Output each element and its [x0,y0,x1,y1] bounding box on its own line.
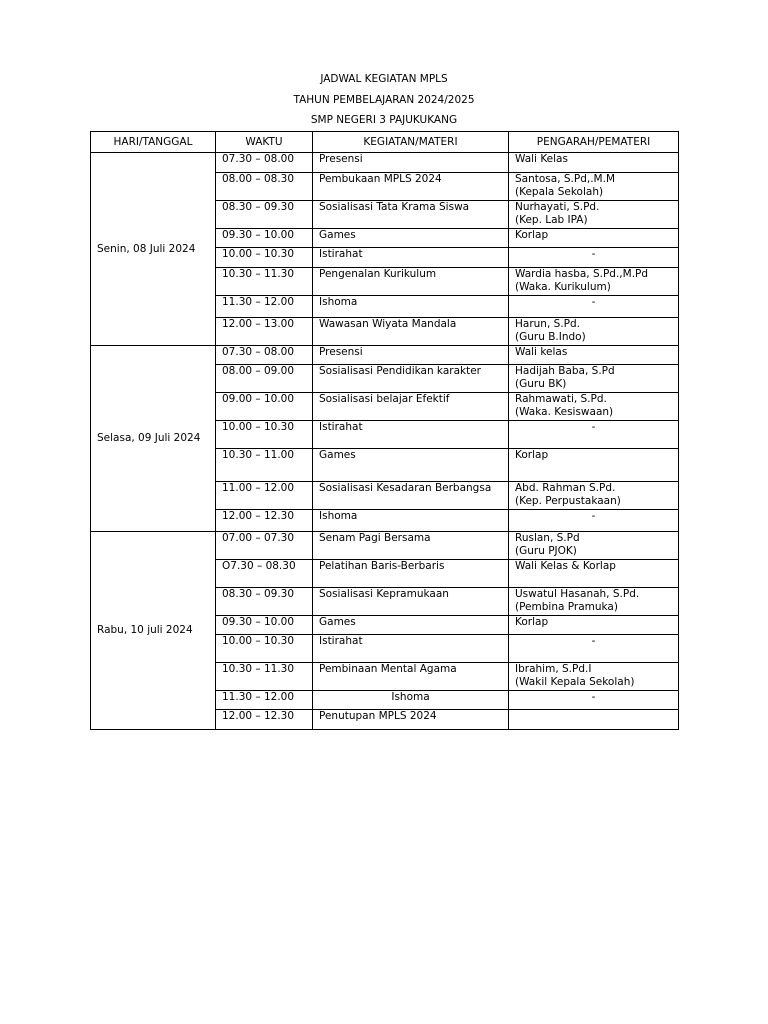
time-cell: 10.00 – 10.30 [216,248,313,268]
speaker-line: - [591,635,596,647]
time-cell: 10.30 – 11.30 [216,268,313,296]
speaker-line: (Kep. Perpustakaan) [515,495,621,507]
activity-cell: Wawasan Wiyata Mandala [313,318,509,346]
time-cell: 07.30 – 08.00 [216,346,313,365]
speaker-line: Korlap [515,449,549,461]
activity-cell: Istirahat [313,421,509,449]
speaker-cell [509,510,679,532]
time-cell: 12.00 – 12.30 [216,510,313,532]
speaker-line: Harun, S.Pd. [515,318,580,330]
activity-cell: Games [313,229,509,248]
time-cell: 08.30 – 09.30 [216,201,313,229]
speaker-line: Abd. Rahman S.Pd. [515,482,616,494]
speaker-line: Santosa, S.Pd,.M.M [515,173,616,185]
speaker-line: (Guru BK) [515,378,567,390]
speaker-line: (Kepala Sekolah) [515,186,604,198]
speaker-cell [509,248,679,268]
speaker-line: Korlap [515,616,549,628]
speaker-cell [509,201,679,229]
speaker-cell [509,616,679,635]
document-title-line-3: SMP NEGERI 3 PAJUKUKANG [310,114,458,126]
speaker-line: (Pembina Pramuka) [515,601,618,613]
speaker-line: (Wakil Kepala Sekolah) [515,676,635,688]
activity-cell: Penutupan MPLS 2024 [313,710,509,730]
header-time: WAKTU [216,132,313,153]
header-activity: KEGIATAN/MATERI [313,132,509,153]
activity-cell: Pengenalan Kurikulum [313,268,509,296]
speaker-line: (Kep. Lab IPA) [515,214,588,226]
activity-cell: Presensi [313,346,509,365]
day-date-cell: Senin, 08 Juli 2024 [91,153,216,346]
speaker-line: - [591,296,596,308]
speaker-cell [509,588,679,616]
speaker-line: Nurhayati, S.Pd. [515,201,600,213]
activity-cell: Sosialisasi Kesadaran Berbangsa [313,482,509,510]
header-speaker: PENGARAH/PEMATERI [509,132,679,153]
speaker-cell [509,393,679,421]
speaker-cell [509,421,679,449]
speaker-cell [509,365,679,393]
time-cell: 11.30 – 12.00 [216,691,313,710]
document-title-line-1: JADWAL KEGIATAN MPLS [320,73,448,85]
time-cell: 10.30 – 11.30 [216,663,313,691]
day-date-cell: Rabu, 10 juli 2024 [91,532,216,730]
speaker-line: Ibrahim, S.Pd.I [515,663,592,675]
day-date-cell: Selasa, 09 Juli 2024 [91,346,216,532]
speaker-line: Wali Kelas & Korlap [515,560,616,572]
speaker-line: Korlap [515,229,549,241]
table-header-row [91,132,679,153]
time-cell: 10.00 – 10.30 [216,421,313,449]
activity-cell: Presensi [313,153,509,173]
speaker-line: Hadijah Baba, S.Pd [515,365,615,377]
speaker-line: - [591,248,596,260]
activity-cell: Sosialisasi Pendidikan karakter [313,365,509,393]
time-cell: 10.30 – 11.00 [216,449,313,482]
speaker-cell [509,153,679,173]
speaker-line: (Waka. Kurikulum) [515,281,611,293]
time-cell: 11.30 – 12.00 [216,296,313,318]
speaker-cell [509,229,679,248]
activity-cell: Sosialisasi Tata Krama Siswa [313,201,509,229]
speaker-cell [509,691,679,710]
speaker-cell [509,635,679,663]
speaker-line: Wali Kelas [515,153,568,165]
speaker-cell [509,449,679,482]
speaker-cell [509,560,679,588]
speaker-line: - [591,510,596,522]
speaker-line: (Guru PJOK) [515,545,577,557]
header-day-date: HARI/TANGGAL [91,132,216,153]
activity-cell: Games [313,616,509,635]
time-cell: 07.30 – 08.00 [216,153,313,173]
time-cell: 09.30 – 10.00 [216,229,313,248]
speaker-line: Rahmawati, S.Pd. [515,393,607,405]
activity-cell: Pembukaan MPLS 2024 [313,173,509,201]
speaker-cell [509,268,679,296]
speaker-line: Uswatul Hasanah, S.Pd. [515,588,640,600]
speaker-line: Wardia hasba, S.Pd.,M.Pd [515,268,649,280]
activity-cell: Senam Pagi Bersama [313,532,509,560]
activity-cell: Games [313,449,509,482]
activity-cell: Ishoma [313,691,509,710]
speaker-cell [509,296,679,318]
speaker-line: Ruslan, S.Pd [515,532,580,544]
time-cell: 08.30 – 09.30 [216,588,313,616]
speaker-line: - [591,691,596,703]
table-row [91,346,679,365]
activity-cell: Ishoma [313,510,509,532]
speaker-cell [509,663,679,691]
speaker-cell [509,710,679,730]
speaker-cell [509,173,679,201]
activity-cell: Pembinaan Mental Agama [313,663,509,691]
speaker-line: - [591,421,596,433]
table-row [91,153,679,173]
schedule-table [90,131,679,730]
speaker-cell [509,532,679,560]
speaker-line: (Guru B.Indo) [515,331,586,343]
time-cell: O7.30 – 08.30 [216,560,313,588]
activity-cell: Istirahat [313,635,509,663]
table-row [91,532,679,560]
activity-cell: Sosialisasi belajar Efektif [313,393,509,421]
speaker-cell [509,482,679,510]
activity-cell: Pelatihan Baris-Berbaris [313,560,509,588]
activity-cell: Ishoma [313,296,509,318]
activity-cell: Istirahat [313,248,509,268]
time-cell: 10.00 – 10.30 [216,635,313,663]
time-cell: 09.00 – 10.00 [216,393,313,421]
speaker-cell [509,318,679,346]
speaker-line: (Waka. Kesiswaan) [515,406,614,418]
time-cell: 08.00 – 08.30 [216,173,313,201]
time-cell: 12.00 – 12.30 [216,710,313,730]
time-cell: 12.00 – 13.00 [216,318,313,346]
time-cell: 07.00 – 07.30 [216,532,313,560]
time-cell: 08.00 – 09.00 [216,365,313,393]
time-cell: 11.00 – 12.00 [216,482,313,510]
speaker-line: Wali kelas [515,346,568,358]
activity-cell: Sosialisasi Kepramukaan [313,588,509,616]
time-cell: 09.30 – 10.00 [216,616,313,635]
document-title-line-2: TAHUN PEMBELAJARAN 2024/2025 [293,94,475,106]
speaker-cell [509,346,679,365]
